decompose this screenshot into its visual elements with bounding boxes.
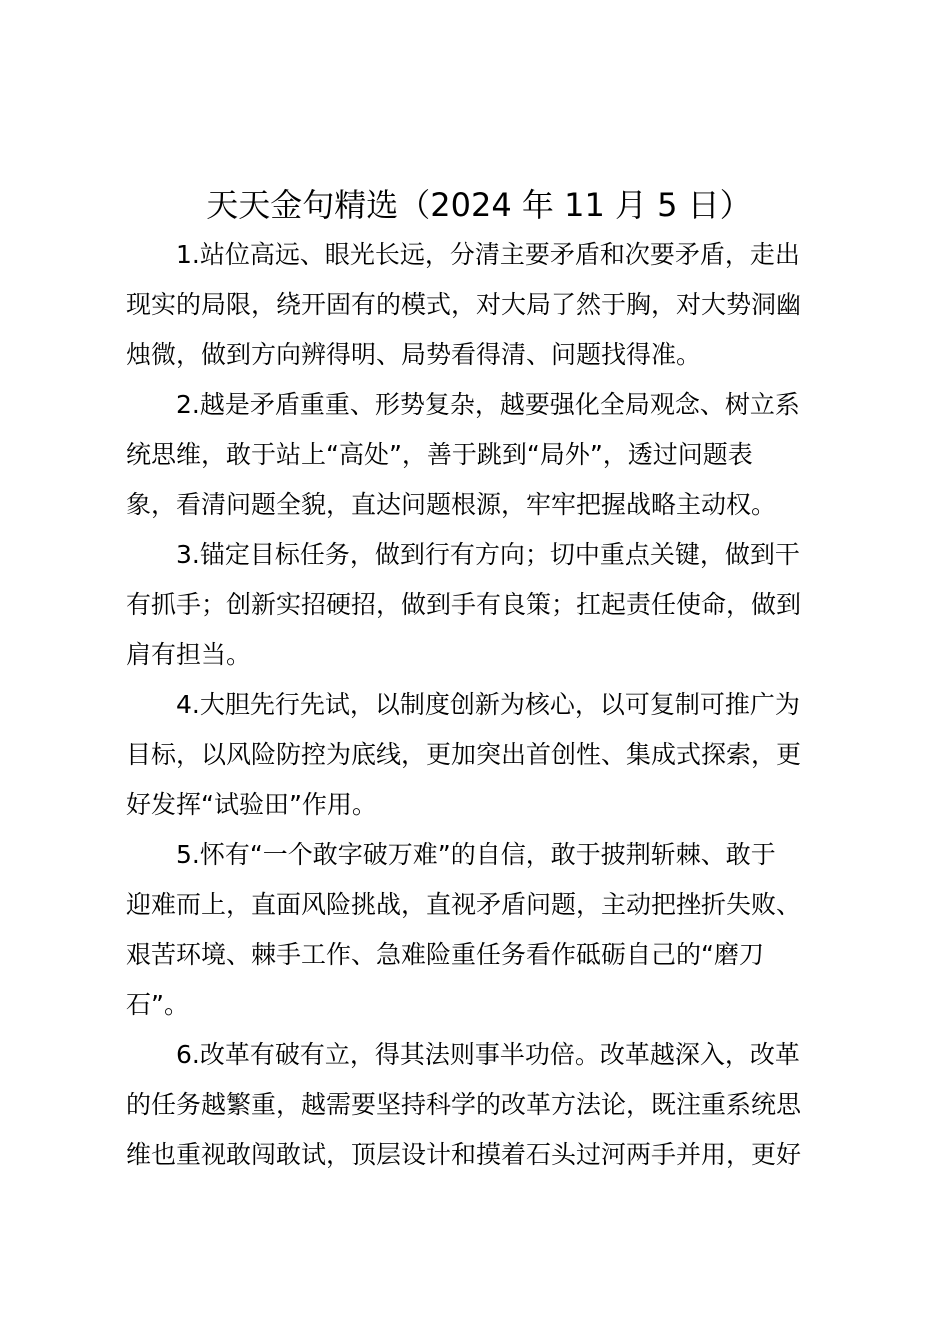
paragraph-4 [126,680,832,830]
paragraph-line: 现实的局限，绕开固有的模式，对大局了然于胸，对大势洞幽 [126,290,802,319]
document-body [126,230,832,1180]
paragraph-3 [126,530,832,680]
paragraph-line: 的任务越繁重，越需要坚持科学的改革方法论，既注重系统思 [126,1090,802,1119]
paragraph-line: 3.锚定目标任务，做到行有方向；切中重点关键，做到干 [176,540,800,569]
paragraph-line: 石”。 [126,990,189,1019]
paragraph-line: 艰苦环境、棘手工作、急难险重任务看作砥砺自己的“磨刀 [126,940,764,969]
paragraph-line: 统思维，敢于站上“高处”，善于跳到“局外”，透过问题表 [126,440,753,469]
paragraph-1 [126,230,832,380]
paragraph-6 [126,1030,832,1180]
paragraph-line: 有抓手；创新实招硬招，做到手有良策；扛起责任使命，做到 [126,590,802,619]
paragraph-5 [126,830,832,1030]
paragraph-line: 烛微，做到方向辨得明、局势看得清、问题找得准。 [126,340,702,369]
paragraph-line: 2.越是矛盾重重、形势复杂，越要强化全局观念、树立系 [176,390,800,419]
paragraph-line: 1.站位高远、眼光长远，分清主要矛盾和次要矛盾，走出 [176,240,800,269]
paragraph-line: 维也重视敢闯敢试，顶层设计和摸着石头过河两手并用，更好 [126,1140,802,1169]
paragraph-line: 6.改革有破有立，得其法则事半功倍。改革越深入，改革 [176,1040,800,1069]
paragraph-line: 肩有担当。 [126,640,252,669]
paragraph-line: 5.怀有“一个敢字破万难”的自信，敢于披荆斩棘、敢于 [176,840,776,869]
paragraph-line: 迎难而上，直面风险挑战，直视矛盾问题，主动把挫折失败、 [126,890,802,919]
paragraph-line: 4.大胆先行先试，以制度创新为核心，以可复制可推广为 [176,690,800,719]
paragraph-2 [126,380,832,530]
paragraph-line: 好发挥“试验田”作用。 [126,790,377,819]
paragraph-line: 象，看清问题全貌，直达问题根源，牢牢把握战略主动权。 [126,490,777,519]
paragraph-line: 目标，以风险防控为底线，更加突出首创性、集成式探索，更 [126,740,802,769]
document-title: 天天金句精选（2024 年 11 月 5 日） [206,186,752,224]
